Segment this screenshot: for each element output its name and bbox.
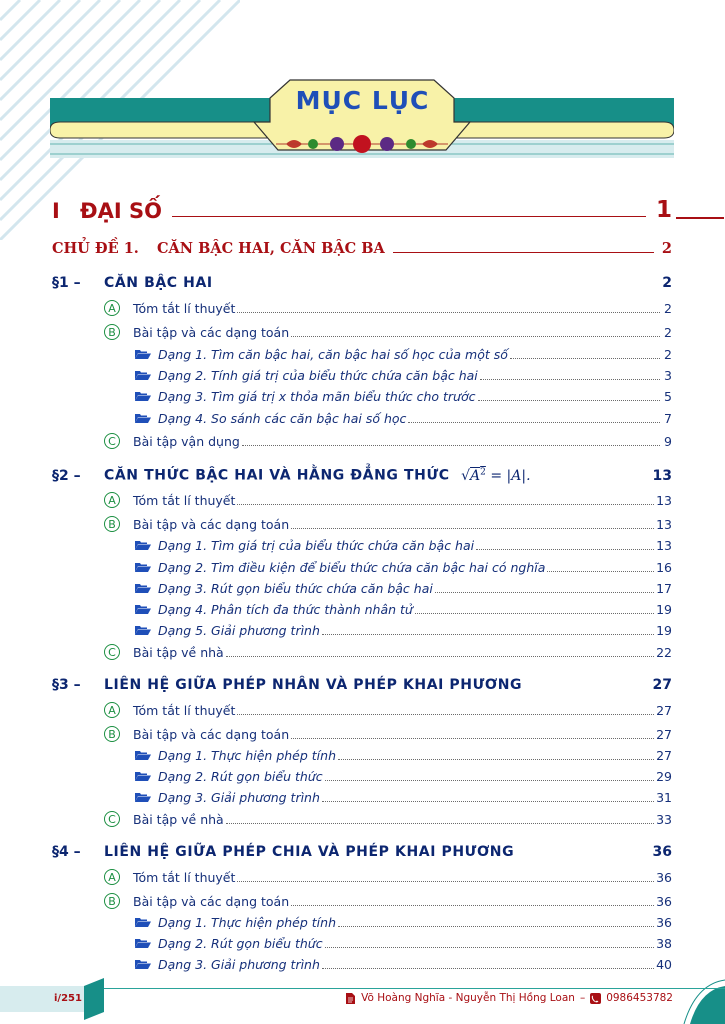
toc-section-4[interactable] (52, 844, 672, 860)
dot-leader (325, 780, 655, 781)
author-names: Võ Hoàng Nghĩa - Nguyễn Thị Hồng Loan (361, 992, 575, 1004)
toc-item[interactable] (104, 431, 672, 451)
subitem-label: Dạng 4. So sánh các căn bậc hai số học (158, 410, 407, 426)
subitem-label: Dạng 3. Rút gọn biểu thức chứa căn bậc hai (158, 580, 433, 596)
toc-subitem[interactable] (134, 386, 672, 406)
item-label: Bài tập về nhà (133, 811, 224, 827)
toc-subitem[interactable] (134, 408, 672, 428)
subitem-page: 29 (656, 768, 672, 784)
subitem-page: 19 (656, 622, 672, 638)
item-page: 36 (656, 893, 672, 909)
toc-subitem[interactable] (134, 557, 672, 577)
badge-c-icon: C (104, 811, 120, 827)
dot-leader (435, 592, 654, 593)
item-page: 13 (656, 516, 672, 532)
item-page: 2 (664, 300, 672, 316)
subitem-label: Dạng 5. Giải phương trình (158, 622, 320, 638)
dot-leader (510, 358, 660, 359)
dot-leader (338, 926, 654, 927)
item-label: Bài tập và các dạng toán (133, 516, 290, 532)
formula-radicand (470, 468, 486, 484)
section-title-wrap (104, 467, 653, 484)
subitem-page: 7 (664, 410, 672, 426)
subitem-page: 13 (656, 537, 672, 553)
toc-subitem[interactable] (134, 578, 672, 598)
item-page: 13 (656, 492, 672, 508)
formula: $√A^2 = |A|$. (461, 467, 531, 484)
item-page: 36 (656, 869, 672, 885)
badge-a-icon: A (104, 300, 120, 316)
toc-subitem[interactable] (134, 535, 672, 555)
folder-open-icon (134, 603, 152, 615)
section-number: §2 – (52, 467, 81, 484)
section-number: §1 – (52, 275, 81, 291)
section-page: 27 (652, 677, 672, 693)
toc-item[interactable] (104, 298, 672, 318)
item-page: 33 (656, 811, 672, 827)
badge-a-icon: A (104, 492, 120, 508)
dot-leader (237, 504, 654, 505)
item-page: 9 (664, 433, 672, 449)
item-label: Tóm tắt lí thuyết (133, 492, 236, 508)
item-label: Tóm tắt lí thuyết (133, 702, 236, 718)
formula-root: A (470, 467, 481, 484)
subitem-page: 40 (656, 956, 672, 972)
toc-subitem[interactable] (134, 344, 672, 364)
subitem-page: 38 (656, 935, 672, 951)
subitem-label: Dạng 1. Tìm căn bậc hai, căn bậc hai số học của một số (158, 346, 508, 362)
toc-subitem[interactable] (134, 365, 672, 385)
dot-leader (226, 656, 654, 657)
folder-open-icon (134, 561, 152, 573)
chapter-page: 2 (661, 240, 672, 257)
phone-number: 0986453782 (606, 992, 673, 1004)
badge-b-icon: B (104, 726, 120, 742)
toc-subitem[interactable] (134, 745, 672, 765)
toc-subitem[interactable] (134, 912, 672, 932)
toc-section-1[interactable] (52, 275, 672, 291)
item-label: Bài tập và các dạng toán (133, 324, 290, 340)
folder-open-icon (134, 916, 152, 928)
toc-section-3[interactable] (52, 677, 672, 693)
item-page: 27 (656, 726, 672, 742)
badge-b-icon: B (104, 324, 120, 340)
folder-open-icon (134, 348, 152, 360)
toc-item[interactable] (104, 891, 672, 911)
section-page: 36 (652, 844, 672, 860)
folder-open-icon (134, 791, 152, 803)
formula-rhs: = |A|. (485, 467, 531, 484)
toc-item[interactable] (104, 322, 672, 342)
folder-open-icon (134, 582, 152, 594)
folder-open-icon (134, 937, 152, 949)
dot-leader (325, 947, 655, 948)
item-page: 22 (656, 644, 672, 660)
item-label: Bài tập vận dụng (133, 433, 240, 449)
section-title: LIÊN HỆ GIỮA PHÉP NHÂN VÀ PHÉP KHAI PHƯƠNG (104, 677, 523, 693)
part-number: I (52, 199, 60, 223)
subitem-label: Dạng 1. Thực hiện phép tính (158, 747, 336, 763)
badge-c-icon: C (104, 433, 120, 449)
dot-leader (476, 549, 654, 550)
toc-item[interactable] (104, 514, 672, 534)
toc-chapter[interactable] (52, 240, 672, 257)
dot-leader (242, 445, 660, 446)
toc-part[interactable] (52, 197, 724, 223)
dot-leader (291, 528, 654, 529)
dot-leader (237, 312, 660, 313)
folder-open-icon (134, 539, 152, 551)
section-title: CĂN THỨC BẬC HAI VÀ HẰNG ĐẲNG THỨC (104, 467, 450, 484)
item-label: Bài tập và các dạng toán (133, 726, 290, 742)
toc-item[interactable] (104, 867, 672, 887)
subitem-page: 16 (656, 559, 672, 575)
folder-open-icon (134, 749, 152, 761)
subitem-label: Dạng 2. Rút gọn biểu thức (158, 935, 323, 951)
subitem-page: 17 (656, 580, 672, 596)
folder-open-icon (134, 770, 152, 782)
toc-subitem[interactable] (134, 766, 672, 786)
item-label: Tóm tắt lí thuyết (133, 869, 236, 885)
dot-leader (237, 881, 654, 882)
subitem-label: Dạng 2. Rút gọn biểu thức (158, 768, 323, 784)
subitem-page: 36 (656, 914, 672, 930)
section-page: 13 (652, 467, 672, 484)
dot-leader (322, 968, 654, 969)
subitem-page: 5 (664, 388, 672, 404)
toc-item[interactable] (104, 724, 672, 744)
subitem-label: Dạng 1. Tìm giá trị của biểu thức chứa căn bậc hai (158, 537, 475, 553)
footer-rule (104, 988, 725, 989)
subitem-page: 19 (656, 601, 672, 617)
subitem-label: Dạng 3. Tìm giá trị x thỏa mãn biểu thức cho trước (158, 388, 476, 404)
dot-leader (322, 634, 654, 635)
item-page: 2 (664, 324, 672, 340)
dot-leader (226, 823, 654, 824)
toc-item[interactable] (104, 490, 672, 510)
subitem-page: 2 (664, 346, 672, 362)
toc-subitem[interactable] (134, 620, 672, 640)
file-icon (346, 993, 355, 1004)
badge-c-icon: C (104, 644, 120, 660)
dot-leader (415, 613, 654, 614)
toc-item[interactable] (104, 642, 672, 662)
part-leader-line (172, 216, 646, 217)
subitem-label: Dạng 3. Giải phương trình (158, 956, 320, 972)
badge-b-icon: B (104, 516, 120, 532)
folder-open-icon (134, 624, 152, 636)
footer-authors (346, 992, 673, 1004)
toc-section-2[interactable] (52, 467, 672, 484)
section-number: §4 – (52, 844, 81, 860)
subitem-page: 3 (664, 367, 672, 383)
subitem-label: Dạng 4. Phân tích đa thức thành nhân tử (158, 601, 413, 617)
dot-leader (547, 571, 654, 572)
part-tail-line (676, 217, 724, 219)
dot-leader (291, 738, 654, 739)
folder-open-icon (134, 369, 152, 381)
chapter-title: CĂN BẬC HAI, CĂN BẬC BA (157, 240, 385, 257)
toc-subitem[interactable] (134, 954, 672, 974)
folder-open-icon (134, 390, 152, 402)
part-page: 1 (655, 197, 672, 223)
toc-subitem[interactable] (134, 933, 672, 953)
item-label: Bài tập và các dạng toán (133, 893, 290, 909)
dot-leader (291, 905, 654, 906)
folder-open-icon (134, 412, 152, 424)
chapter-label: CHỦ ĐỀ 1. (52, 240, 139, 257)
part-title: ĐẠI SỐ (80, 199, 162, 223)
formula-exponent: 2 (480, 467, 486, 477)
toc-subitem[interactable] (134, 599, 672, 619)
subitem-label: Dạng 2. Tìm điều kiện để biểu thức chứa căn bậc hai có nghĩa (158, 559, 546, 575)
dot-leader (322, 801, 654, 802)
section-page: 2 (662, 275, 672, 291)
toc-subitem[interactable] (134, 787, 672, 807)
section-title: LIÊN HỆ GIỮA PHÉP CHIA VÀ PHÉP KHAI PHƯƠNG (104, 844, 515, 860)
subitem-label: Dạng 1. Thực hiện phép tính (158, 914, 336, 930)
subitem-label: Dạng 3. Giải phương trình (158, 789, 320, 805)
dot-leader (338, 759, 654, 760)
section-title: CĂN BẬC HAI (104, 275, 213, 291)
item-label: Tóm tắt lí thuyết (133, 300, 236, 316)
dot-leader (478, 400, 661, 401)
badge-a-icon: A (104, 702, 120, 718)
page-number: i/251 (54, 993, 82, 1004)
footer-separator: – (579, 992, 586, 1004)
chapter-leader-line (393, 252, 654, 253)
phone-icon (590, 993, 601, 1004)
toc-item[interactable] (104, 700, 672, 720)
dot-leader (408, 422, 660, 423)
badge-b-icon: B (104, 893, 120, 909)
dot-leader (480, 379, 660, 380)
folder-open-icon (134, 958, 152, 970)
subitem-label: Dạng 2. Tính giá trị của biểu thức chứa căn bậc hai (158, 367, 478, 383)
subitem-page: 27 (656, 747, 672, 763)
toc-item[interactable] (104, 809, 672, 829)
item-page: 27 (656, 702, 672, 718)
page-title: MỤC LỤC (295, 86, 430, 115)
dot-leader (237, 714, 654, 715)
section-number: §3 – (52, 677, 81, 693)
subitem-page: 31 (656, 789, 672, 805)
dot-leader (291, 336, 660, 337)
badge-a-icon: A (104, 869, 120, 885)
item-label: Bài tập về nhà (133, 644, 224, 660)
